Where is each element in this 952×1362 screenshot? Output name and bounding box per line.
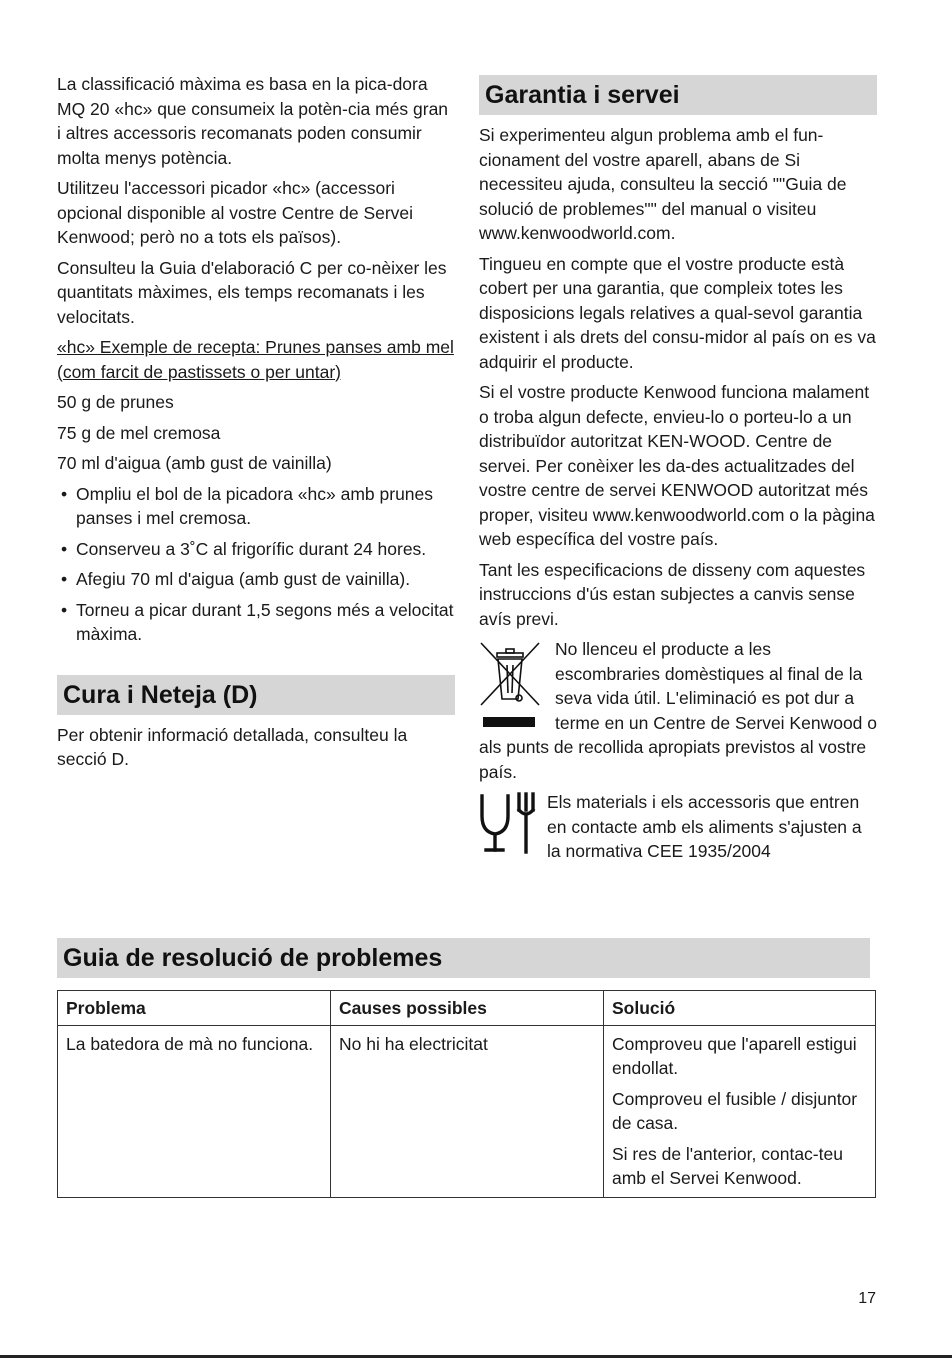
column-header-cause: Causes possibles [331,991,604,1026]
recipe-steps [57,482,455,647]
ingredient-1: 50 g de prunes [57,392,174,412]
table-header-row [58,991,876,1026]
crossed-out-wheelie-bin-icon [479,641,541,734]
column-header-problem: Problema [58,991,331,1026]
glass-fork-food-safe-icon [479,792,537,859]
care-text: Per obtenir informació detallada, consulteu la secció D. [57,724,408,769]
solution-3: Si res de l'anterior, contac-teu amb el Servei Kenwood. [612,1143,843,1188]
rating-paragraph: La classificació màxima es basa en la pica-dora MQ 20 «hc» que consumeix la potèn-cia més gran i altres accessoris recomanats poden consumir molta menys potència. [57,74,449,168]
warranty-paragraph-2: Tingueu en compte que el vostre producte està cobert per una garantia, que compleix totes les disposicions legals relatives a qual-sevol garantia existent i als drets del consu-midor al país on es va adquirir el producte. [479,253,876,372]
ingredient-2: 75 g de mel cremosa [57,422,221,443]
table-row [58,1025,876,1197]
recipe-title: «hc» Exemple de recepta: Prunes panses amb mel (com farcit de pastissets o per untar) [57,337,454,382]
ingredient-3: 70 ml d'aigua (amb gust de vainilla) [57,453,332,473]
recipe-step-4: • Torneu a picar durant 1,5 segons més a velocitat màxima. [57,598,455,647]
recipe-step-1: • Ompliu el bol de la picadora «hc» amb prunes panses i mel cremosa. [57,482,455,531]
cause-cell: No hi ha electricitat [331,1025,604,1197]
warranty-paragraph-4: Tant les especificacions de disseny com aquestes instruccions d'ús estan subjectes a canvis sense avís previ. [479,559,866,629]
troubleshooting-section [57,938,870,978]
warranty-paragraph-3: Si el vostre producte Kenwood funciona malament o troba algun defecte, envieu-lo o porteu-lo a un distribuïdor autoritzat KEN-WOOD. Centre de servei. Per conèixer les da-des actualitzades del vostre centre de servei KENWOOD autoritzat més proper, visiteu www.kenwoodworld.com o la pàgina web específica del vostre país. [479,382,875,549]
troubleshooting-table [57,990,876,1198]
page-number: 17 [858,1290,876,1307]
column-header-solution: Solució [604,991,876,1026]
solution-cell [604,1025,876,1197]
care-heading: Cura i Neteja (D) [57,675,455,715]
guide-paragraph: Consulteu la Guia d'elaboració C per co-nèixer les quantitats màximes, els temps recomanats i les velocitats. [57,257,447,327]
warranty-heading: Garantia i servei [479,75,877,115]
problem-cell: La batedora de mà no funciona. [58,1025,331,1197]
weee-text: No llenceu el producte a les escombraries domèstiques al final de la seva vida útil. L'eliminació es pot dur a terme en un Centre de Servei Kenwood o als punts de recollida apropiats previstos al vostre país. [479,639,877,782]
left-column [57,72,455,778]
recipe-step-3: • Afegiu 70 ml d'aigua (amb gust de vainilla). [57,567,455,592]
recipe-step-2: • Conserveu a 3˚C al frigorífic durant 24 hores. [57,537,455,562]
warranty-paragraph-1: Si experimenteu algun problema amb el fun-cionament del vostre aparell, abans de Si necessiteu ajuda, consulteu la secció ""Guia de solució de problemes"" del manual o visiteu www.kenwoodworld.com. [479,125,847,243]
solution-2: Comproveu el fusible / disjuntor de casa. [612,1088,858,1133]
weee-notice [479,637,877,790]
page-bottom-rule [0,1355,952,1358]
solution-1: Comproveu que l'aparell estigui endollat. [612,1033,857,1078]
food-contact-notice [479,790,877,870]
accessory-paragraph: Utilitzeu l'accessori picador «hc» (accessori opcional disponible al vostre Centre de Servei Kenwood; però no a tots els països). [57,178,414,247]
troubleshooting-heading: Guia de resolució de problemes [57,938,870,978]
right-column [479,72,877,870]
food-contact-text: Els materials i els accessoris que entren en contacte amb els aliments s'ajusten a la normativa CEE 1935/2004 [547,792,862,861]
